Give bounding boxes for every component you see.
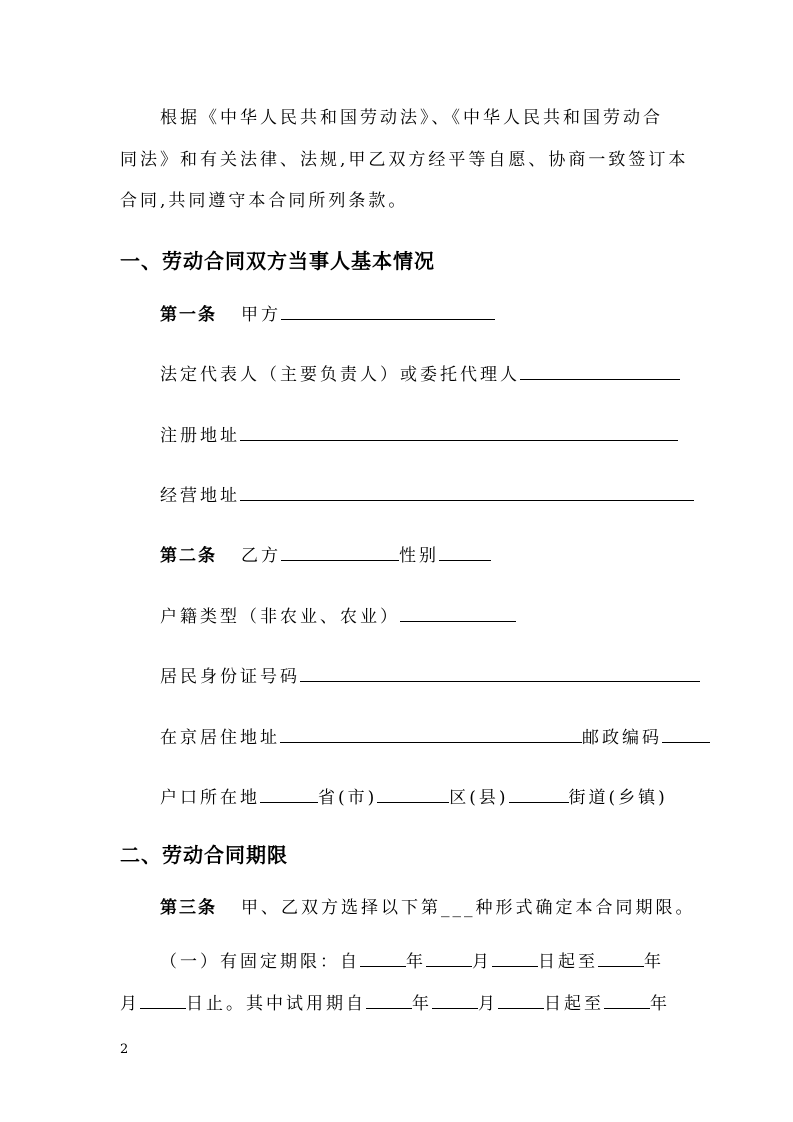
year-label: 年 bbox=[412, 994, 432, 1014]
street-label: 街道(乡镇) bbox=[568, 788, 668, 808]
beijing-address-line bbox=[160, 725, 710, 748]
article-2-line bbox=[160, 543, 491, 566]
province-label: 省(市) bbox=[318, 788, 378, 808]
page-number: 2 bbox=[120, 1042, 129, 1057]
probation-end-year-blank[interactable] bbox=[604, 991, 650, 1009]
day-from-label: 日起至 bbox=[538, 952, 598, 972]
fixed-term-line bbox=[160, 949, 664, 972]
end-day-blank[interactable] bbox=[140, 991, 186, 1009]
id-number-line bbox=[160, 664, 700, 687]
probation-day-blank[interactable] bbox=[498, 991, 544, 1009]
id-number-label: 居民身份证号码 bbox=[160, 667, 300, 687]
start-day-blank[interactable] bbox=[492, 949, 538, 967]
month-label: 月 bbox=[478, 994, 498, 1014]
day-from-label: 日起至 bbox=[544, 994, 604, 1014]
legal-rep-label: 法定代表人（主要负责人）或委托代理人 bbox=[160, 365, 520, 385]
hukou-type-line bbox=[160, 604, 516, 627]
intro-line-3: 合同,共同遵守本合同所列条款。 bbox=[120, 191, 409, 211]
province-blank[interactable] bbox=[260, 785, 318, 803]
party-b-label: 乙方 bbox=[241, 546, 281, 566]
party-a-label: 甲方 bbox=[241, 305, 281, 325]
year-label: 年 bbox=[650, 994, 670, 1014]
registered-address-blank[interactable] bbox=[240, 423, 678, 441]
intro-line-2: 同法》和有关法律、法规,甲乙双方经平等自愿、协商一致签订本 bbox=[120, 150, 689, 170]
party-a-blank[interactable] bbox=[281, 302, 495, 320]
month-label: 月 bbox=[120, 994, 140, 1014]
hukou-type-label: 户籍类型（非农业、农业） bbox=[160, 607, 400, 627]
article-3-label: 第三条 bbox=[160, 898, 217, 918]
hukou-location-line bbox=[160, 785, 668, 808]
beijing-address-label: 在京居住地址 bbox=[160, 728, 280, 748]
party-b-blank[interactable] bbox=[281, 543, 399, 561]
year-label: 年 bbox=[644, 952, 664, 972]
intro-line-1: 根据《中华人民共和国劳动法》、《中华人民共和国劳动合 bbox=[160, 108, 663, 128]
id-number-blank[interactable] bbox=[300, 664, 700, 682]
postcode-blank[interactable] bbox=[662, 725, 710, 743]
operating-address-blank[interactable] bbox=[240, 483, 694, 501]
street-blank[interactable] bbox=[509, 785, 569, 803]
end-year-blank[interactable] bbox=[598, 949, 644, 967]
start-month-blank[interactable] bbox=[426, 949, 472, 967]
operating-address-label: 经营地址 bbox=[160, 486, 240, 506]
legal-rep-line bbox=[160, 362, 680, 385]
operating-address-line bbox=[160, 483, 694, 506]
fixed-term-prefix: （一）有固定期限：自 bbox=[160, 952, 360, 972]
gender-blank[interactable] bbox=[439, 543, 491, 561]
beijing-address-blank[interactable] bbox=[280, 725, 582, 743]
section-1-heading: 一、劳动合同双方当事人基本情况 bbox=[120, 249, 435, 273]
registered-address-label: 注册地址 bbox=[160, 426, 240, 446]
article-2-label: 第二条 bbox=[160, 546, 217, 566]
registered-address-line bbox=[160, 423, 678, 446]
year-label: 年 bbox=[406, 952, 426, 972]
postcode-label: 邮政编码 bbox=[582, 728, 662, 748]
probation-year-blank[interactable] bbox=[366, 991, 412, 1009]
district-blank[interactable] bbox=[377, 785, 449, 803]
day-end-label: 日止。其中试用期自 bbox=[186, 994, 366, 1014]
district-label: 区(县) bbox=[449, 788, 509, 808]
month-label: 月 bbox=[472, 952, 492, 972]
article-1-line bbox=[160, 302, 495, 325]
article-3-line bbox=[160, 898, 696, 918]
article-1-label: 第一条 bbox=[160, 305, 217, 325]
hukou-type-blank[interactable] bbox=[400, 604, 516, 622]
article-3-text: 甲、乙双方选择以下第___种形式确定本合同期限。 bbox=[241, 898, 696, 918]
section-2-heading: 二、劳动合同期限 bbox=[120, 843, 288, 867]
start-year-blank[interactable] bbox=[360, 949, 406, 967]
gender-label: 性别 bbox=[399, 546, 439, 566]
probation-month-blank[interactable] bbox=[432, 991, 478, 1009]
hukou-location-label: 户口所在地 bbox=[160, 788, 260, 808]
legal-rep-blank[interactable] bbox=[520, 362, 680, 380]
probation-line bbox=[120, 991, 670, 1014]
